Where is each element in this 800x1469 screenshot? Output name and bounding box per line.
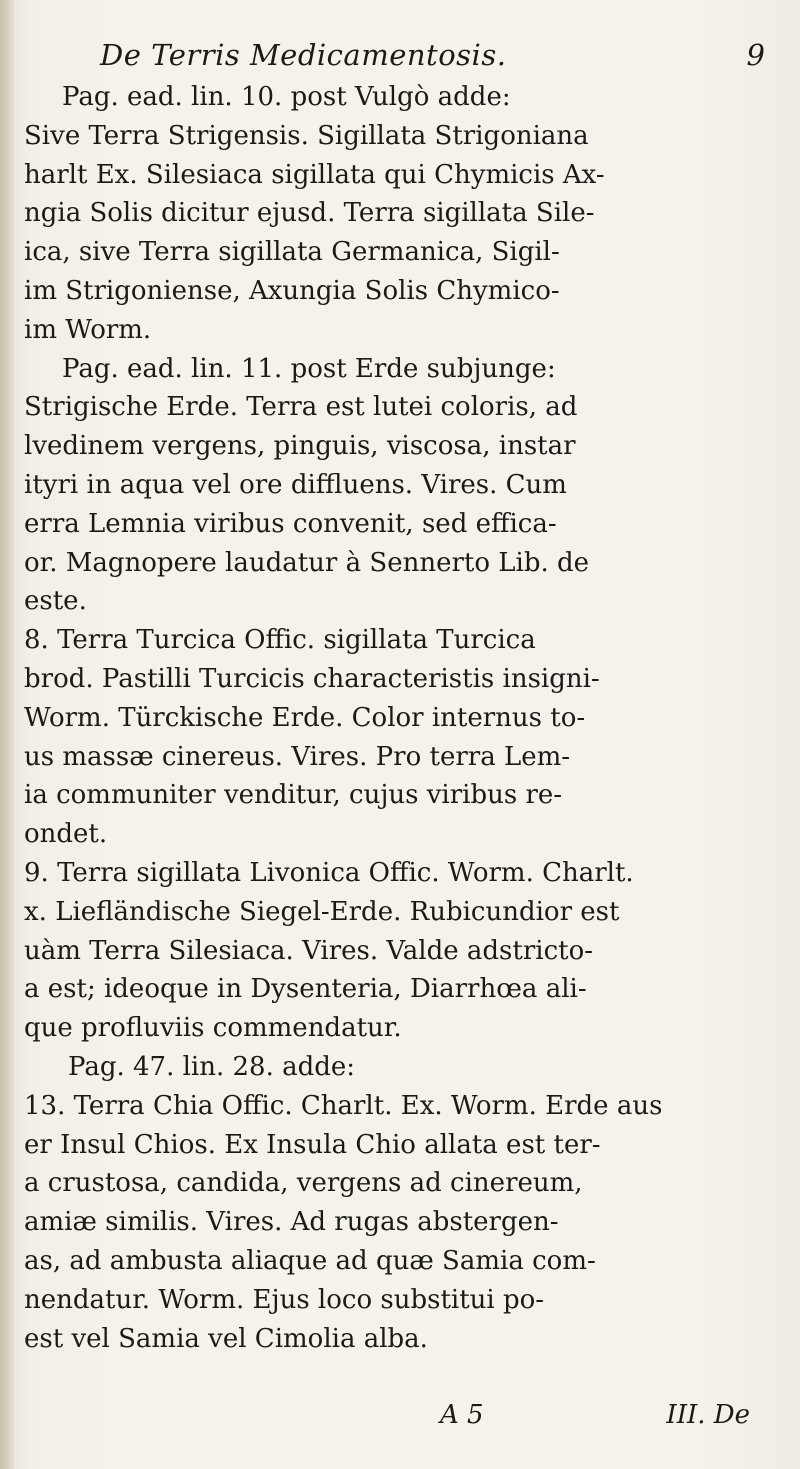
page-header [100, 38, 780, 78]
page-gutter [0, 0, 14, 1469]
text-line: Strigische Erde. Terra est lutei coloris, ad [24, 392, 578, 423]
text-line: a est; ideoque in Dysenteria, Diarrhœa ali- [24, 974, 587, 1005]
text-line: Pag. ead. lin. 10. post Vulgò adde: [62, 82, 511, 112]
text-line: ia communiter venditur, cujus viribus re- [24, 780, 563, 811]
text-line: erra Lemnia viribus convenit, sed effica- [24, 508, 557, 539]
text-line: im Strigoniense, Axungia Solis Chymico- [24, 275, 560, 306]
text-line: 9. Terra sigillata Livonica Offic. Worm. Charlt. [24, 857, 634, 888]
text-line: Worm. Türckische Erde. Color internus to- [24, 702, 586, 733]
text-line: este. [24, 586, 87, 617]
text-line: que profluviis commendatur. [24, 1013, 402, 1044]
text-line: x. Liefländische Siegel-Erde. Rubicundior est [24, 896, 620, 927]
text-line: as, ad ambusta aliaque ad quæ Samia com- [24, 1245, 596, 1276]
text-line: ngia Solis dicitur ejusd. Terra sigillata Sile- [24, 198, 595, 229]
catchword: III. De [666, 1400, 750, 1430]
text-line: 8. Terra Turcica Offic. sigillata Turcica [24, 625, 536, 656]
text-line: lvedinem vergens, pinguis, viscosa, instar [24, 431, 576, 462]
text-line: nendatur. Worm. Ejus loco substitui po- [24, 1284, 545, 1315]
text-line: a crustosa, candida, vergens ad cinereum, [24, 1168, 583, 1199]
text-line: ondet. [24, 819, 108, 850]
text-line: uàm Terra Silesiaca. Vires. Valde adstricto- [24, 935, 594, 966]
text-line: amiæ similis. Vires. Ad rugas abstergen- [24, 1207, 559, 1238]
text-line: est vel Samia vel Cimolia alba. [24, 1323, 428, 1354]
text-line: us massæ cinereus. Vires. Pro terra Lem- [24, 741, 571, 772]
running-title: De Terris Medicamentosis. [100, 38, 507, 72]
text-line: ityri in aqua vel ore diffluens. Vires. Cum [24, 469, 567, 500]
page-number: 9 [746, 38, 765, 72]
page-footer [440, 1400, 780, 1440]
text-line: er Insul Chios. Ex Insula Chio allata est ter- [24, 1129, 601, 1160]
text-line: Pag. ead. lin. 11. post Erde subjunge: [62, 353, 556, 384]
text-line: harlt Ex. Silesiaca sigillata qui Chymicis Ax- [24, 159, 605, 190]
text-line: brod. Pastilli Turcicis characteristis insigni- [24, 663, 600, 694]
text-line: or. Magnopere laudatur à Sennerto Lib. de [24, 547, 590, 578]
body-text [24, 78, 784, 1358]
text-line: 13. Terra Chia Offic. Charlt. Ex. Worm. Erde aus [24, 1090, 663, 1121]
text-line: im Worm. [24, 314, 152, 345]
signature-mark: A 5 [440, 1400, 484, 1430]
text-line: ica, sive Terra sigillata Germanica, Sigil- [24, 237, 560, 268]
text-line: Pag. 47. lin. 28. adde: [68, 1051, 356, 1082]
text-line: Sive Terra Strigensis. Sigillata Strigoniana [24, 120, 589, 151]
